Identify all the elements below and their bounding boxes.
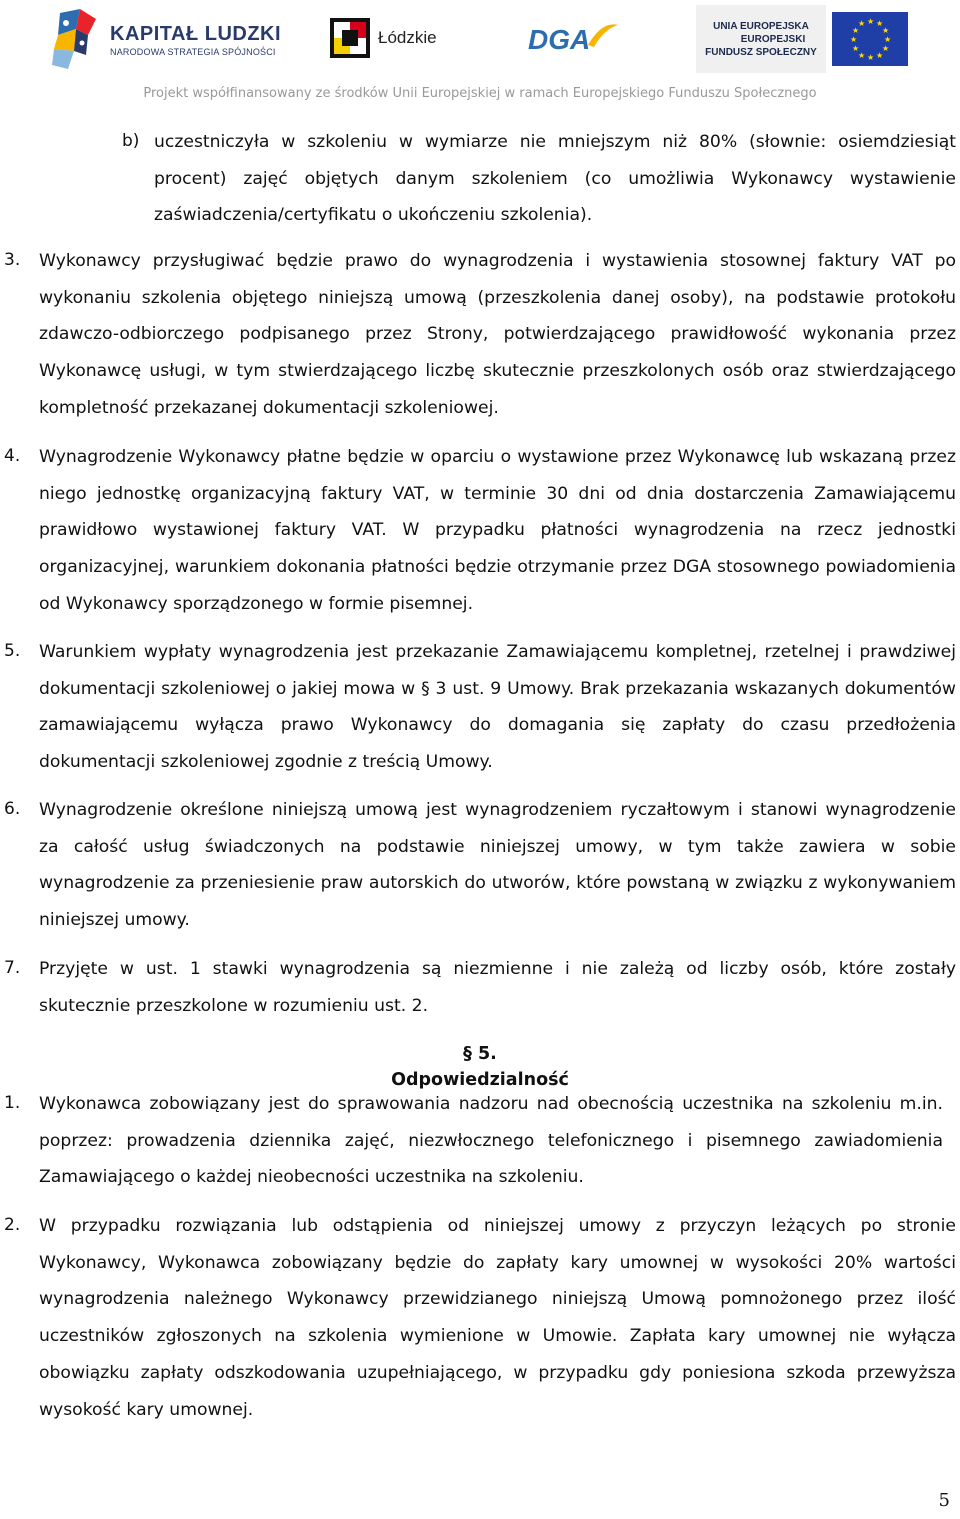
eu-logo <box>696 4 908 74</box>
paragraph-4-text: Wynagrodzenie Wykonawcy płatne będzie w oparciu o wystawione przez Wykonawcę lub wskazaną przez niego jednostkę organizacyjną faktury VAT, w terminie 30 dni od dnia dostarczenia Zamawiającemu prawidłowo wystawionej faktury VAT. W przypadku płatności wynagrodzenia na rzecz jednostki organizacyjnej, warunkiem dokonania płatności będzie otrzymanie przez DGA stosownego powiadomienia od Wykonawcy sporządzonego w formie pisemnej. <box>39 447 956 614</box>
dga-logo <box>528 20 620 60</box>
section-5-title: Odpowiedzialność <box>391 1070 569 1090</box>
section-5-item-2-text: W przypadku rozwiązania lub odstąpienia od niniejszej umowy z przyczyn leżących po stronie Wykonawcy, Wykonawca zobowiązany będzie do zapłaty kary umownej w wysokości 20% wartości wynagrodzenia należnego Wykonawcy przewidzianego niniejszą Umową pomnożonego przez ilość uczestników zgłoszonych na szkolenia wymienione w Umowie. Zapłata kary umownej nie wyłącza obowiązku zapłaty odszkodowania uzupełniającego, w przypadku gdy poniesiona szkoda przewyższa wysokość kary umownej. <box>39 1216 956 1420</box>
svg-text:★: ★ <box>876 51 884 60</box>
svg-text:★: ★ <box>884 35 892 44</box>
item-b-label: b) <box>122 131 140 151</box>
dga-swoosh-icon <box>584 17 620 53</box>
paragraph-5-number: 5. <box>4 641 21 661</box>
eu-text-box <box>696 5 826 73</box>
paragraph-3-text: Wykonawcy przysługiwać będzie prawo do wynagrodzenia i wystawienia stosownej faktury VAT po wykonaniu szkolenia objętego niniejszą umową (przeszkolenia danej osoby), na podstawie protokołu zdawczo-odbiorczego podpisanego przez Strony, potwierdzającego prawidłowość wykonania przez Wykonawcę usługi, w tym stwierdzającego liczbę skutecznie przeszkolonych osób oraz stwierdzającego kompletność przekazanej dokumentacji szkoleniowej. <box>39 251 956 418</box>
eu-line-2: EUROPEJSKI <box>740 33 806 45</box>
dga-label: DGA <box>528 24 591 55</box>
paragraph-7-text: Przyjęte w ust. 1 stawki wynagrodzenia są niezmienne i nie zależą od liczby osób, które zostały skutecznie przeszkolone w rozumieniu ust. 2. <box>39 959 956 1016</box>
paragraph-4-number: 4. <box>4 446 21 466</box>
page-header <box>0 0 960 108</box>
svg-text:★: ★ <box>867 53 875 62</box>
svg-text:★: ★ <box>852 44 860 53</box>
eu-flag-icon <box>832 12 908 66</box>
paragraph-5-text: Warunkiem wypłaty wynagrodzenia jest przekazanie Zamawiającemu kompletnej, rzetelnej i prawdziwej dokumentacji szkoleniowej o jakiej mowa w § 3 ust. 9 Umowy. Brak przekazania wskazanych dokumentów zamawiającemu wyłącza prawo Wykonawcy do domagania się zapłaty do czasu przedłożenia dokumentacji szkoleniowej zgodnie z treścią Umowy. <box>39 642 956 773</box>
kapital-ludzki-logo <box>52 8 281 72</box>
svg-text:★: ★ <box>882 44 890 53</box>
paragraph-3-number: 3. <box>4 250 21 270</box>
kapital-ludzki-subtitle: NARODOWA STRATEGIA SPÓJNOŚCI <box>110 46 276 57</box>
kapital-ludzki-title: KAPITAŁ LUDZKI <box>110 22 282 45</box>
lodzkie-logo <box>330 18 437 58</box>
page-number: 5 <box>938 1490 950 1511</box>
kapital-ludzki-emblem-icon <box>52 9 102 71</box>
svg-text:★: ★ <box>858 51 866 60</box>
svg-text:★: ★ <box>867 17 875 26</box>
project-cofinancing-note: Projekt współfinansowany ze środków Unii Europejskiej w ramach Europejskiego Funduszu Społecznego <box>143 86 817 101</box>
svg-text:★: ★ <box>882 26 890 35</box>
section-5-item-1-text: Wykonawca zobowiązany jest do sprawowania nadzoru nad obecnością uczestnika na szkoleniu m.in. poprzez: prowadzenia dziennika zajęć, niezwłocznego telefonicznego i pisemnego zawiadomienia Zamawiającego o każdej nieobecności uczestnika na szkoleniu. <box>39 1094 943 1188</box>
eu-line-1: UNIA EUROPEJSKA <box>713 20 809 32</box>
section-5-item-2-number: 2. <box>4 1215 21 1235</box>
section-5-number: § 5. <box>463 1044 497 1064</box>
svg-text:★: ★ <box>850 35 858 44</box>
paragraph-7-number: 7. <box>4 958 21 978</box>
section-5-item-1-number: 1. <box>4 1093 21 1113</box>
svg-text:★: ★ <box>858 19 866 28</box>
lodzkie-label: Łódzkie <box>378 28 437 47</box>
paragraph-6-number: 6. <box>4 799 21 819</box>
lodzkie-emblem-icon <box>330 18 370 58</box>
svg-text:★: ★ <box>876 19 884 28</box>
paragraph-6-text: Wynagrodzenie określone niniejszą umową jest wynagrodzeniem ryczałtowym i stanowi wynagrodzenie za całość usług świadczonych na podstawie niniejszej umowy, w tym także zawiera w sobie wynagrodzenie za przeniesienie praw autorskich do utworów, które powstaną w związku z wykonywaniem niniejszej umowy. <box>39 800 956 931</box>
eu-line-3: FUNDUSZ SPOŁECZNY <box>705 46 817 58</box>
svg-text:★: ★ <box>852 26 860 35</box>
item-b-text: uczestniczyła w szkoleniu w wymiarze nie mniejszym niż 80% (słownie: osiemdziesiąt procent) zajęć objętych danym szkoleniem (co umożliwia Wykonawcy wystawienie zaświadczenia/certyfikatu o ukończeniu szkolenia). <box>154 132 956 225</box>
